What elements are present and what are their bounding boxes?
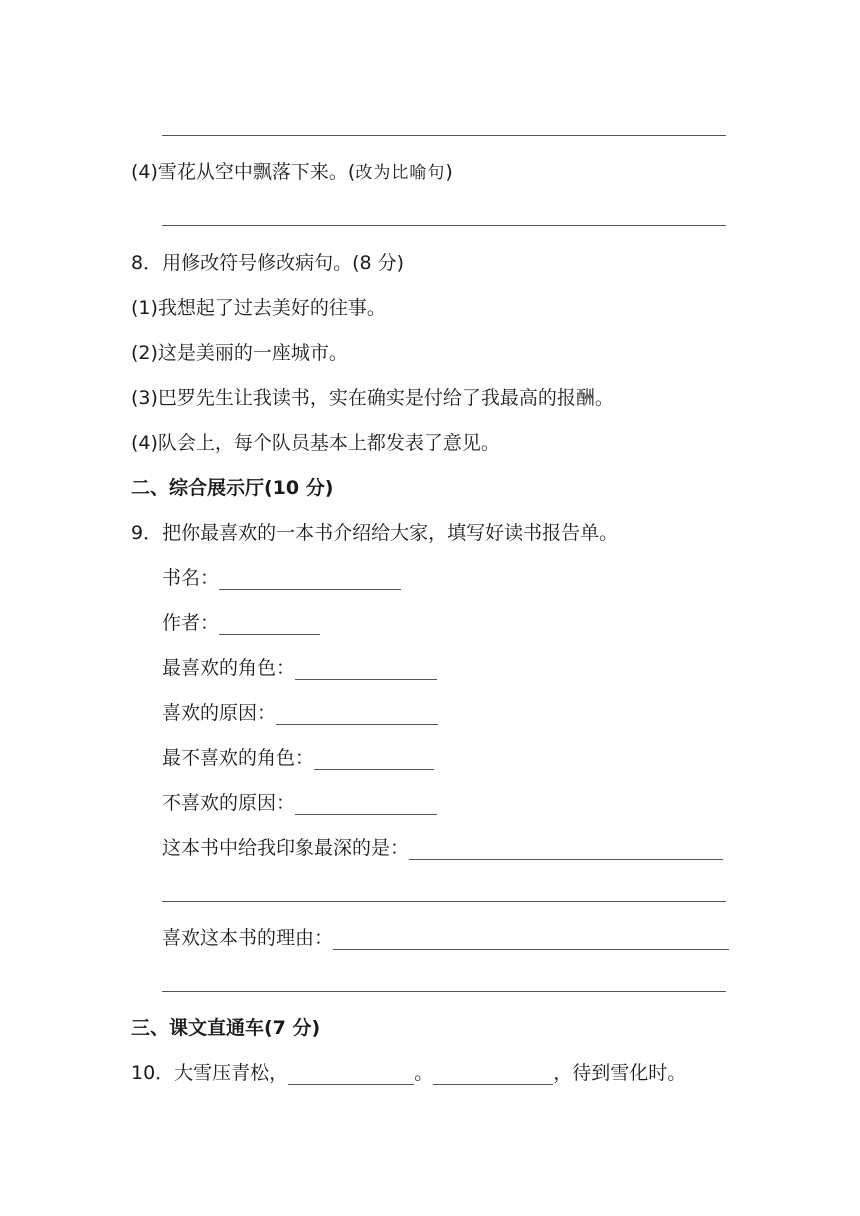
q7-sub4-note: 改为比喻句 [355,163,446,183]
answer-line[interactable] [162,135,726,136]
field-label: 作者： [162,612,220,634]
section-2-heading: 二、综合展示厅(10 分) [131,477,334,499]
field-label: 最喜欢的角色： [162,657,296,679]
q10-blank-2[interactable] [433,1066,553,1085]
q8-item: (3)巴罗先生让我读书，实在确实是付给了我最高的报酬。 [131,387,614,409]
q8-item: (1)我想起了过去美好的往事。 [131,297,386,319]
q7-sub4-text: (4)雪花从空中飘落下来。( [131,161,356,183]
field-label: 不喜欢的原因： [162,792,296,814]
field-label: 最不喜欢的角色： [162,747,315,769]
q8-title: 8．用修改符号修改病句。(8 分) [131,252,405,274]
field-label: 喜欢的原因： [162,702,277,724]
q7-sub4-close: ) [445,161,453,183]
field-like-book-reason [162,926,729,950]
field-author [162,611,320,635]
q10-suffix: ，待到雪化时。 [553,1062,687,1084]
answer-line[interactable] [162,991,726,992]
book-name-blank[interactable] [219,571,401,590]
field-book-name [162,566,401,590]
field-label: 这本书中给我印象最深的是： [162,837,410,859]
least-favorite-role-blank[interactable] [314,751,434,770]
field-least-favorite-role [162,746,434,770]
q10 [131,1061,686,1085]
like-reason-blank[interactable] [276,706,438,725]
field-favorite-role [162,656,437,680]
field-label: 喜欢这本书的理由： [162,927,334,949]
q10-blank-1[interactable] [288,1066,414,1085]
answer-line[interactable] [162,901,726,902]
deepest-impression-blank[interactable] [409,841,723,860]
like-book-reason-blank[interactable] [333,931,729,950]
q10-prefix: 10．大雪压青松， [131,1062,289,1084]
q8-item: (4)队会上，每个队员基本上都发表了意见。 [131,432,500,454]
section-3-heading: 三、课文直通车(7 分) [131,1017,321,1039]
favorite-role-blank[interactable] [295,661,437,680]
q8-item: (2)这是美丽的一座城市。 [131,342,348,364]
q10-mid: 。 [414,1062,434,1084]
dislike-reason-blank[interactable] [295,796,437,815]
field-label: 书名： [162,567,220,589]
q9-title: 9．把你最喜欢的一本书介绍给大家，填写好读书报告单。 [131,522,619,544]
answer-line[interactable] [162,225,726,226]
field-dislike-reason [162,791,437,815]
q7-sub4 [131,160,453,185]
field-like-reason [162,701,438,725]
author-blank[interactable] [219,616,320,635]
field-deepest-impression [162,836,723,860]
